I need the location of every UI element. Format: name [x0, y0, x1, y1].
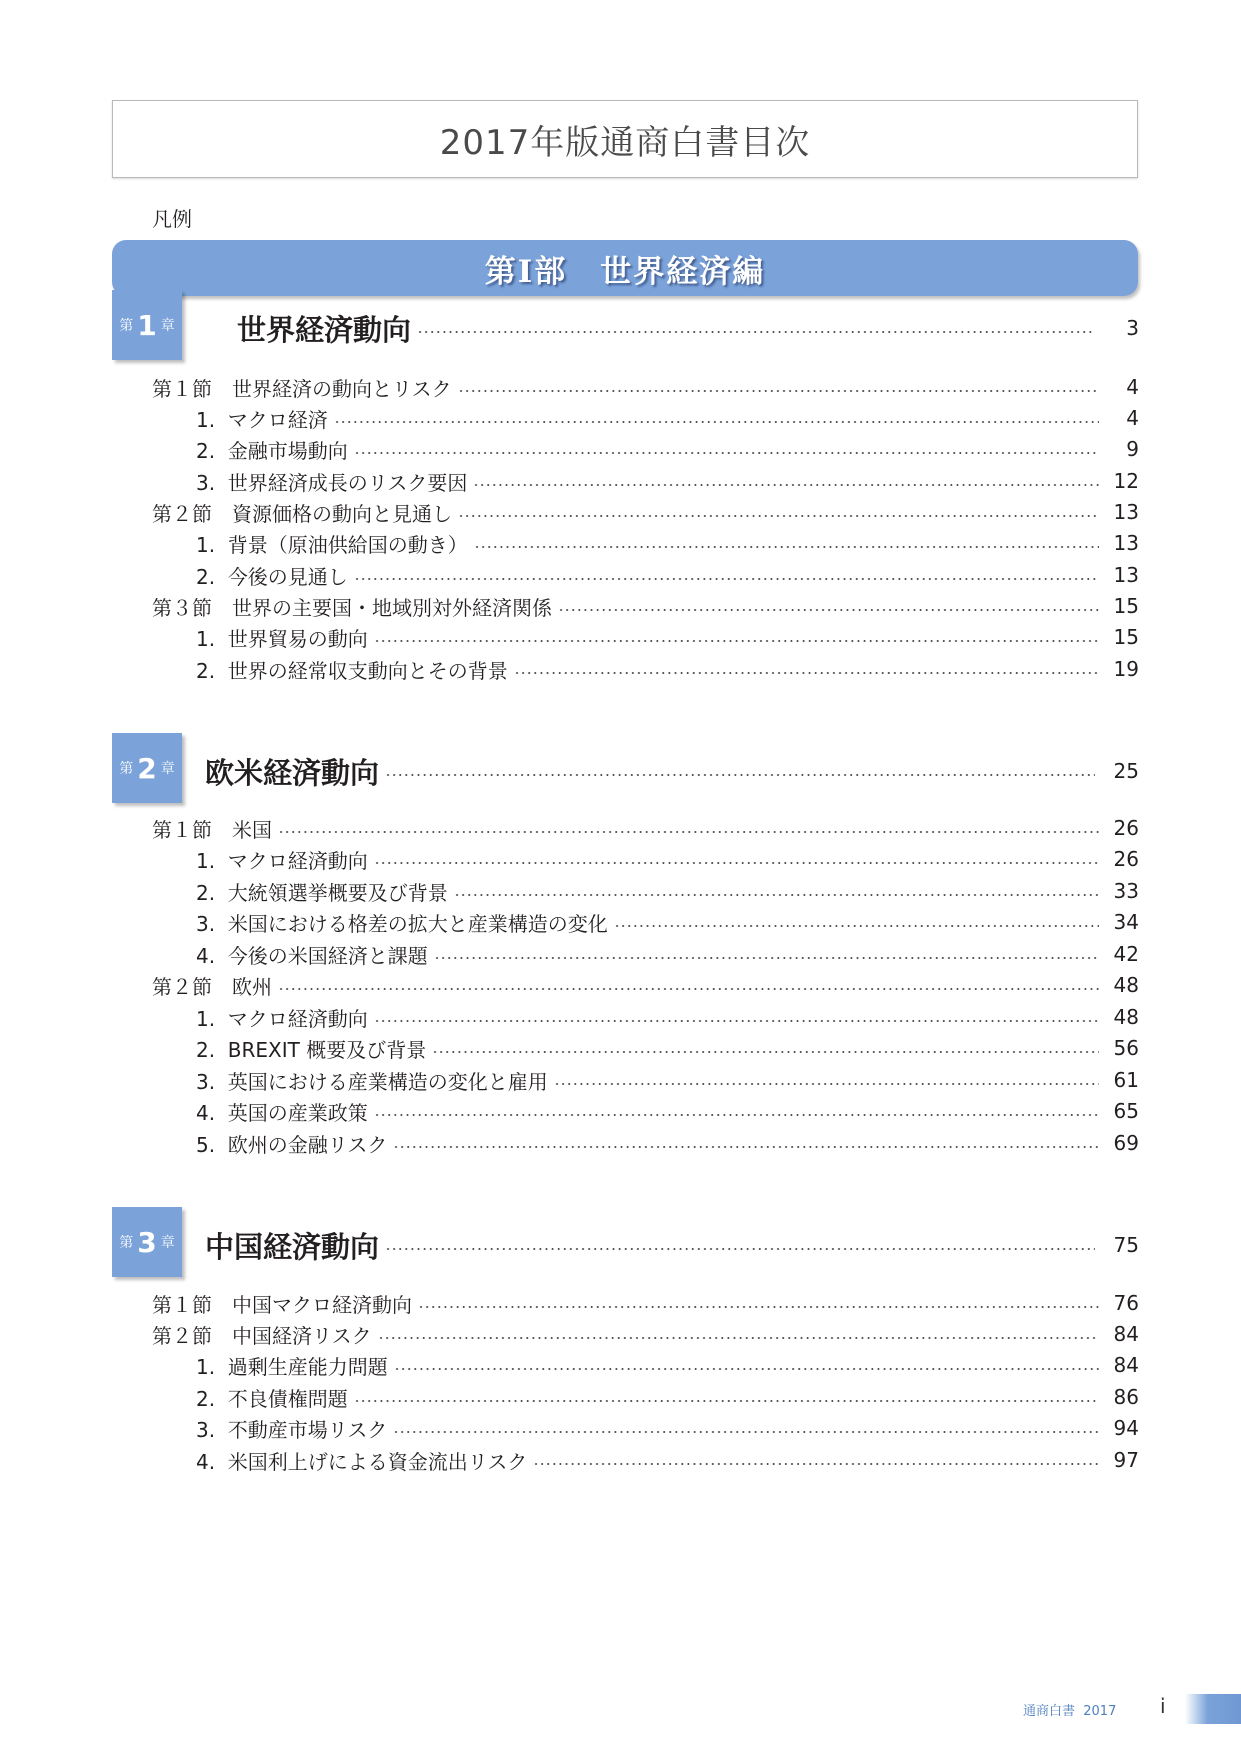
toc-label[interactable]: 4. 米国利上げによる資金流出リスク [196, 1449, 528, 1474]
toc-item[interactable] [196, 1413, 1139, 1443]
toc-item[interactable] [196, 1128, 1139, 1158]
toc-label[interactable]: 1. マクロ経済動向 [196, 848, 368, 873]
toc-section[interactable] [152, 813, 1139, 843]
toc-label[interactable]: 3. 米国における格差の拡大と産業構造の変化 [196, 911, 608, 936]
toc-label[interactable]: 2. 金融市場動向 [196, 438, 348, 463]
leader-dots [334, 421, 1099, 423]
legend-link[interactable]: 凡例 [152, 207, 192, 231]
leader-dots [374, 862, 1099, 864]
leader-dots [278, 831, 1099, 833]
leader-dots [418, 1306, 1099, 1308]
toc-page: 15 [1113, 594, 1139, 618]
toc-page: 97 [1113, 1448, 1139, 1472]
toc-page: 94 [1113, 1416, 1139, 1440]
toc-page: 12 [1113, 469, 1139, 493]
toc-page: 26 [1113, 816, 1139, 840]
toc-item[interactable] [196, 1382, 1139, 1412]
toc-label[interactable]: 1. マクロ経済動向 [196, 1006, 368, 1031]
toc-label[interactable]: 5. 欧州の金融リスク [196, 1132, 388, 1157]
leader-dots [458, 390, 1099, 392]
toc-page: 76 [1113, 1291, 1139, 1315]
leader-dots [393, 1146, 1099, 1148]
leader-dots [354, 578, 1099, 580]
toc-page: 15 [1113, 625, 1139, 649]
toc-item[interactable] [196, 907, 1139, 937]
leader-dots [514, 672, 1099, 674]
toc-label[interactable]: 1. 世界貿易の動向 [196, 626, 368, 651]
toc-label[interactable]: 2. 今後の見通し [196, 564, 348, 589]
toc-page: 86 [1113, 1385, 1139, 1409]
leader-dots [474, 546, 1099, 548]
toc-label[interactable]: 2. 大統領選挙概要及び背景 [196, 880, 448, 905]
chapter-entry[interactable] [205, 1225, 1139, 1265]
toc-page: 13 [1113, 563, 1139, 587]
chapter-badge-suffix: 章 [160, 761, 175, 777]
toc-label[interactable]: 第１節 中国マクロ経済動向 [152, 1292, 412, 1317]
toc-page: 48 [1113, 1005, 1139, 1029]
toc-item[interactable] [196, 560, 1139, 590]
toc-label[interactable]: 3. 不動産市場リスク [196, 1417, 388, 1442]
leader-dots [533, 1463, 1099, 1465]
toc-label[interactable]: 4. 英国の産業政策 [196, 1100, 368, 1125]
chapter-1 [0, 290, 1241, 360]
leader-dots [558, 609, 1099, 611]
chapter-badge-prefix: 第 [119, 1235, 134, 1251]
chapter-entry[interactable] [237, 308, 1139, 348]
chapter-title[interactable]: 世界経済動向 [237, 312, 412, 347]
leader-dots [434, 957, 1099, 959]
toc-page: 61 [1113, 1068, 1139, 1092]
toc-item[interactable] [196, 939, 1139, 969]
part-title: 第Ⅰ部 世界経済編 [484, 253, 766, 290]
toc-item[interactable] [196, 403, 1139, 433]
toc-page: 56 [1113, 1036, 1139, 1060]
leader-dots [374, 1114, 1099, 1116]
toc-label[interactable]: 3. 英国における産業構造の変化と雇用 [196, 1069, 548, 1094]
leader-dots [278, 988, 1099, 990]
toc-item[interactable] [196, 1065, 1139, 1095]
chapter-page: 3 [1126, 316, 1139, 340]
document-title: 2017年版通商白書目次 [112, 100, 1138, 178]
chapter-badge [112, 733, 182, 803]
toc-label[interactable]: 第３節 世界の主要国・地域別対外経済関係 [152, 595, 552, 620]
toc-page: 9 [1126, 437, 1139, 461]
footer-page-number: i [1160, 1694, 1166, 1718]
toc-item[interactable] [196, 1033, 1139, 1063]
leader-dots [374, 640, 1099, 642]
toc-page: 69 [1113, 1131, 1139, 1155]
toc-item[interactable] [196, 1445, 1139, 1475]
chapter-page: 75 [1113, 1233, 1139, 1257]
toc-label[interactable]: 第１節 世界経済の動向とリスク [152, 376, 452, 401]
chapter-badge-suffix: 章 [160, 318, 175, 334]
toc-page: 19 [1113, 657, 1139, 681]
toc-item[interactable] [196, 1002, 1139, 1032]
leader-dots [393, 1431, 1099, 1433]
leader-dots [554, 1083, 1099, 1085]
toc-page: 13 [1113, 500, 1139, 524]
toc-label[interactable]: 2. BREXIT 概要及び背景 [196, 1037, 427, 1062]
chapter-badge-number: 3 [137, 1225, 157, 1259]
toc-label[interactable]: 1. 背景（原油供給国の動き） [196, 532, 468, 557]
toc-label[interactable]: 2. 不良債権問題 [196, 1386, 348, 1411]
toc-page: 34 [1113, 910, 1139, 934]
toc-label[interactable]: 第１節 米国 [152, 817, 272, 842]
leader-dots [417, 331, 1095, 333]
toc-page: 84 [1113, 1322, 1139, 1346]
toc-label[interactable]: 第２節 中国経済リスク [152, 1323, 372, 1348]
toc-section[interactable] [152, 1288, 1139, 1318]
toc-item[interactable] [196, 466, 1139, 496]
leader-dots [458, 515, 1099, 517]
chapter-badge-prefix: 第 [119, 761, 134, 777]
toc-item[interactable] [196, 876, 1139, 906]
leader-dots [385, 774, 1095, 776]
toc-label[interactable]: 3. 世界経済成長のリスク要因 [196, 470, 468, 495]
footer-title: 通商白書 2017 [1023, 1704, 1117, 1719]
footer-accent-bar [1185, 1694, 1241, 1724]
chapter-badge [112, 1207, 182, 1277]
toc-page: 48 [1113, 973, 1139, 997]
toc-item[interactable] [196, 1096, 1139, 1126]
leader-dots [432, 1051, 1099, 1053]
toc-label[interactable]: 1. マクロ経済 [196, 407, 328, 432]
toc-label[interactable]: 1. 過剰生産能力問題 [196, 1354, 388, 1379]
toc-label[interactable]: 4. 今後の米国経済と課題 [196, 943, 428, 968]
chapter-badge [112, 290, 182, 360]
chapter-page: 25 [1113, 759, 1139, 783]
toc-page: 13 [1113, 531, 1139, 555]
chapter-2 [0, 733, 1241, 803]
toc-label[interactable]: 第２節 資源価格の動向と見通し [152, 501, 452, 526]
leader-dots [614, 925, 1099, 927]
leader-dots [473, 484, 1099, 486]
chapter-title[interactable]: 欧米経済動向 [205, 755, 380, 790]
toc-item[interactable] [196, 844, 1139, 874]
toc-item[interactable] [196, 434, 1139, 464]
chapter-badge-number: 1 [137, 308, 157, 342]
leader-dots [378, 1337, 1099, 1339]
chapter-entry[interactable] [205, 751, 1139, 791]
chapter-3 [0, 1207, 1241, 1277]
leader-dots [354, 1400, 1099, 1402]
leader-dots [374, 1020, 1099, 1022]
chapter-badge-number: 2 [137, 751, 157, 785]
leader-dots [385, 1248, 1095, 1250]
toc-item[interactable] [196, 654, 1139, 684]
toc-section[interactable] [152, 970, 1139, 1000]
toc-label[interactable]: 第２節 欧州 [152, 974, 272, 999]
toc-label[interactable]: 2. 世界の経常収支動向とその背景 [196, 658, 508, 683]
toc-section[interactable] [152, 1319, 1139, 1349]
toc-page: 65 [1113, 1099, 1139, 1123]
leader-dots [354, 452, 1099, 454]
toc-item[interactable] [196, 622, 1139, 652]
toc-section[interactable] [152, 591, 1139, 621]
toc-section[interactable] [152, 372, 1139, 402]
chapter-badge-prefix: 第 [119, 318, 134, 334]
chapter-badge-suffix: 章 [160, 1235, 175, 1251]
toc-item[interactable] [196, 528, 1139, 558]
toc-page: 26 [1113, 847, 1139, 871]
toc-page: 33 [1113, 879, 1139, 903]
chapter-title[interactable]: 中国経済動向 [205, 1229, 380, 1264]
leader-dots [394, 1368, 1099, 1370]
toc-section[interactable] [152, 497, 1139, 527]
leader-dots [454, 894, 1099, 896]
toc-page: 4 [1126, 406, 1139, 430]
toc-page: 84 [1113, 1353, 1139, 1377]
toc-page: 4 [1126, 375, 1139, 399]
toc-item[interactable] [196, 1350, 1139, 1380]
toc-page: 42 [1113, 942, 1139, 966]
part-header [112, 240, 1138, 296]
